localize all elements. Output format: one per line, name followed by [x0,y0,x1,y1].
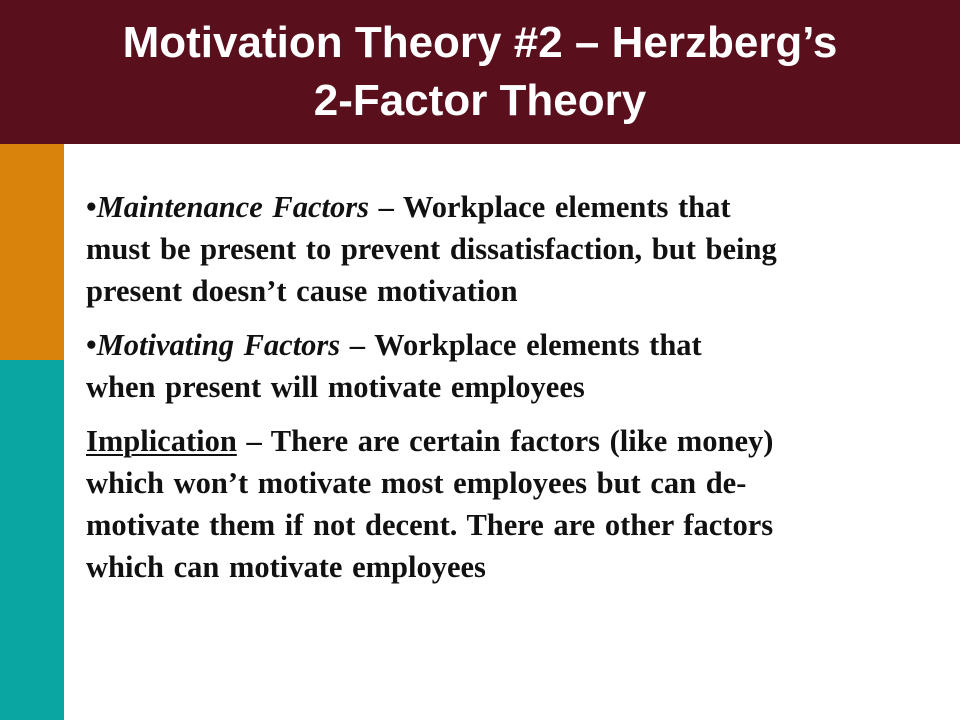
bullet-line [86,186,926,228]
implication-text: – There are certain factors (like money) [236,424,774,458]
slide-body [86,186,926,588]
bullet-motivating-factors [86,324,926,408]
title-bar [0,0,960,144]
bullet-maintenance-factors [86,186,926,312]
term-motivating-factors: Motivating Factors [96,328,341,362]
implication-line [86,420,926,462]
bullet-line: present doesn’t cause motivation [86,274,518,308]
bullet-text: – Workplace elements that [340,328,702,362]
implication-line: which can motivate employees [86,550,486,584]
term-maintenance-factors: Maintenance Factors [96,190,369,224]
implication-paragraph [86,420,926,588]
bullet-line [86,324,926,366]
bullet-marker: • [86,328,97,362]
slide-title-line-2: 2-Factor Theory [313,76,647,125]
bullet-line: when present will motivate employees [86,370,585,404]
bullet-marker: • [86,190,97,224]
accent-bar-orange [0,144,64,360]
implication-line: which won’t motivate most employees but can de- [86,466,747,500]
implication-line: motivate them if not decent. There are other factors [86,508,774,542]
slide-title-line-1: Motivation Theory #2 – Herzberg’s [122,18,838,67]
bullet-text: – Workplace elements that [368,190,731,224]
bullet-line: must be present to prevent dissatisfaction, but being [86,232,777,266]
implication-label: Implication [86,424,237,458]
accent-bar-teal [0,360,64,720]
